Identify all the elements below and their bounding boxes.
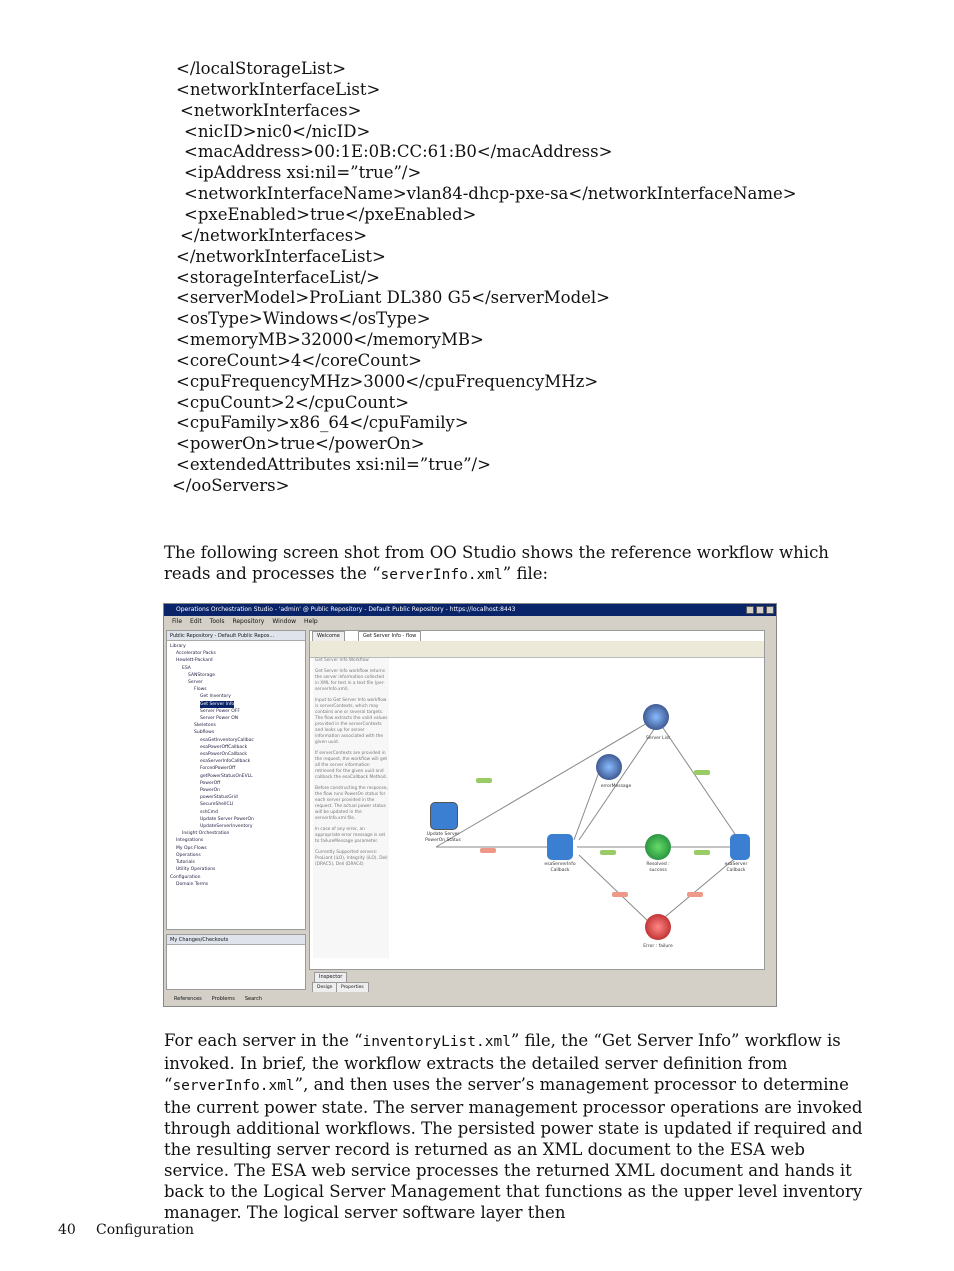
description-paragraph: Currently Supported servers: ProLiant (iLO), Integrity (iLO), Dell (DRAC5), Dell (DRAC4): [315, 850, 388, 867]
tree-item-label: Get Inventory: [200, 694, 231, 700]
tree-item[interactable]: [170, 657, 254, 664]
tree-item[interactable]: [170, 809, 254, 816]
tree-item[interactable]: [170, 859, 254, 866]
checkmark-icon[interactable]: [645, 834, 671, 860]
tree-item[interactable]: [170, 693, 254, 700]
tree-item[interactable]: [170, 823, 254, 830]
tree-item[interactable]: [170, 816, 254, 823]
tree-item-label: Accelerator Packs: [176, 651, 216, 657]
tree-item[interactable]: [170, 773, 254, 780]
menu-item[interactable]: Window: [272, 618, 297, 625]
tree-item-label: Server Power ON: [200, 716, 239, 722]
tree-item[interactable]: [170, 866, 254, 873]
failure-label-icon: [687, 892, 703, 897]
xml-line: <ipAddress xsi:nil=”true”/>: [184, 163, 422, 183]
bottom-tab[interactable]: References: [174, 996, 202, 1002]
tree-item[interactable]: [170, 686, 254, 693]
tree-item[interactable]: [170, 837, 254, 844]
menu-item[interactable]: Repository: [232, 618, 265, 625]
tree-item[interactable]: [170, 679, 254, 686]
tree-item[interactable]: [170, 787, 254, 794]
failure-label-icon: [480, 848, 496, 853]
tree-item-label: Get Server Info: [200, 701, 235, 707]
tab-design[interactable]: Design: [312, 982, 338, 992]
tree-item-label: powerStatusGrid: [200, 795, 238, 801]
tree-item[interactable]: [170, 665, 254, 672]
tree-item-label: Server Power OFF: [200, 708, 240, 714]
tree-item[interactable]: [170, 701, 254, 708]
gear-icon[interactable]: [430, 802, 458, 830]
description-paragraph: Get Server Info workflow returns the server information collected in XML for test in a text file (per-serverInfo.xml).: [315, 669, 385, 692]
repository-tree: [170, 643, 254, 888]
tree-item[interactable]: [170, 722, 254, 729]
inline-code: inventoryList.xml: [362, 1034, 511, 1050]
tree-item-label: Insight Orchestration: [182, 831, 230, 837]
tree-item-label: Flows: [194, 687, 207, 693]
tree-item[interactable]: [170, 830, 254, 837]
xml-line: </networkInterfaceList>: [176, 246, 386, 266]
tree-item[interactable]: [170, 765, 254, 772]
tree-item-label: getPowerStatusOnEVLL: [200, 773, 253, 779]
tree-item-label: esaServerInfoCallback: [200, 759, 251, 765]
tree-item-label: Skeletons: [194, 723, 216, 729]
tree-item-label: PowerOff: [200, 780, 221, 786]
tree-item-label: SecureShellCLI: [200, 802, 234, 808]
tree-item-label: Server: [188, 680, 203, 686]
xml-line: </localStorageList>: [176, 59, 347, 78]
inline-code: serverInfo.xml: [380, 567, 503, 583]
tree-item[interactable]: [170, 881, 254, 888]
editor-toolbar: [310, 641, 764, 658]
footer-section: Configuration: [96, 1222, 195, 1238]
minimize-icon: [746, 606, 754, 614]
inline-code: serverInfo.xml: [172, 1078, 295, 1094]
tree-item-label: Subflows: [194, 730, 215, 736]
tree-item[interactable]: [170, 780, 254, 787]
success-label-icon: [694, 770, 710, 775]
tree-item-label: esaPowerOffCallback: [200, 744, 248, 750]
tree-item-label: ESA: [182, 665, 191, 671]
tree-item-label: esaPowerOnCallback: [200, 752, 247, 758]
maximize-icon: [756, 606, 764, 614]
error-x-icon[interactable]: [645, 914, 671, 940]
description-paragraph: In case of any error, an appropriate error message is set to failureMessage parameter.: [315, 827, 386, 844]
tree-item[interactable]: [170, 650, 254, 657]
tree-item-label: Integrations: [176, 838, 204, 844]
body-paragraph: For each server in the “inventoryList.xml” file, the “Get Server Info” workflow is invoked. In brief, the workflow extracts the detailed server definition from “serverInfo.xml”, and then uses the server’s management processor to determine the current power state. The server management processor operations are invoked through additional workflows. The persisted power state is updated if required and the resulting server record is returned as an XML document to the ESA web service. The ESA web service processes the returned XML document and hands it back to the Logical Server Management that functions as the upper level inventory manager. The logical server software layer then: [164, 1031, 863, 1222]
page-number: 40: [58, 1222, 76, 1238]
xml-line: <osType>Windows</osType>: [176, 309, 431, 329]
repository-pane-header: Public Repository - Default Public Repos...: [167, 631, 305, 641]
bottom-tab[interactable]: Problems: [211, 996, 235, 1002]
intro-paragraph: The following screen shot from OO Studio shows the reference workflow which reads and processes the “serverInfo.xml” file:: [164, 543, 829, 583]
tree-item[interactable]: [170, 744, 254, 751]
tree-item-label: Update Server PowerOn: [200, 816, 254, 822]
menu-item[interactable]: Help: [304, 618, 318, 625]
tree-item-label: SANStorage: [188, 672, 215, 678]
xml-line: <serverModel>ProLiant DL380 G5</serverModel>: [176, 288, 611, 308]
gear-icon[interactable]: [730, 834, 750, 860]
window-titlebar: Operations Orchestration Studio - 'admin' @ Public Repository - Default Public Repository - https://localhost:8443: [164, 604, 776, 616]
bottom-tab-bar: [164, 992, 776, 1006]
tree-item-label: Tutorials: [176, 860, 195, 866]
tree-item[interactable]: [170, 672, 254, 679]
description-paragraph: Before constructing the response, the flow runs PowerOn status for each server provided in the request. The actual power status will be updated in the serverInfo.xml file.: [315, 786, 388, 821]
tree-item-label: Library: [170, 644, 186, 649]
tree-item[interactable]: [170, 801, 254, 808]
close-icon: [766, 606, 774, 614]
xml-line: <extendedAttributes xsi:nil=”true”/>: [176, 455, 491, 475]
failure-label-icon: [612, 892, 628, 897]
oo-studio-screenshot: Operations Orchestration Studio - 'admin' @ Public Repository - Default Public Repository - https://localhost:8443 File Edit Tools Repository Window Help Public Repository - Default Public Repos... Library Accelerator Packs Hewlett-Packard ESA SANStorage Server Flows Get Inventory Get Server Info Server Power OFF Server Power ON Skeletons Subflows esaGetInventoryCallbac esaPowerOffCallback esaPowerOnCallback esaServerInfoCallback ForcedPowerOff getPowerStatusOnEVLL PowerOff PowerOn powerStatusGrid SecureShellCLI sshCmd Update Server PowerOn UpdateServerInventory Insight Orchestration Integrations My Ops Flows Operations Tutorials Utility Operations Configuration Domain Terms My Changes/Checkouts Welcome Get Server Info - flow Get Server Info Workflow Get Server Info workflow returns the server information collected in XML for test in a text file (per-serverInfo.xml). Input to Get Server Info workflow is serverContexts, which may contains one or several targets. The flow extracts the valid values provided in the serverContexts and looks up for server information associated with the given uuid. If serverContexts are provided in the request, the workflow will get all the server information retrieved for the given uuid and callback the esaCallback Method. Before constructing the response, the flow runs PowerOn status for each server provided in the request. The actual power status will be updated in the serverInfo.xml file. In case of any error, an appropriate error message is set to failureMessage parameter. Currently Supported servers: ProLiant (iLO), Integrity (iLO), Dell (DRAC5), Dell (DRAC4) Update Server PowerOn Status Server List errorMessage esaServerInfo Callback Resolved : success Error : failure esaServer Callback Inspector Design Properties References Problems Search: [163, 603, 777, 1007]
xml-line: <storageInterfaceList/>: [176, 267, 381, 287]
gear-icon[interactable]: [547, 834, 573, 860]
tree-item[interactable]: [170, 715, 254, 722]
xml-line: <networkInterfaceList>: [176, 79, 381, 99]
tree-item-label: Configuration: [170, 874, 201, 880]
xml-line: <cpuFamily>x86_64</cpuFamily>: [176, 413, 469, 433]
xml-line: <cpuCount>2</cpuCount>: [176, 392, 410, 412]
xml-line: <networkInterfaces>: [180, 100, 362, 120]
xml-line: <powerOn>true</powerOn>: [176, 434, 425, 454]
menu-bar: [164, 616, 776, 628]
inspector-tab[interactable]: Inspector: [314, 972, 347, 982]
xml-line: <macAddress>00:1E:0B:CC:61:B0</macAddress>: [184, 142, 613, 162]
tree-item[interactable]: [170, 737, 254, 744]
checkouts-pane: [166, 934, 306, 990]
success-label-icon: [600, 850, 616, 855]
tree-item[interactable]: [170, 751, 254, 758]
tab-properties[interactable]: Properties: [336, 982, 369, 992]
flow-description: [313, 658, 389, 958]
globe-icon[interactable]: [596, 754, 622, 780]
tree-item[interactable]: [170, 845, 254, 852]
tree-item[interactable]: [170, 643, 254, 650]
description-paragraph: Input to Get Server Info workflow is serverContexts, which may contains one or several targets. The flow extracts the valid values provided in the serverContexts and looks up for server information associated with the given uuid.: [315, 698, 388, 745]
checkouts-pane-header: My Changes/Checkouts: [167, 935, 305, 945]
xml-line: <pxeEnabled>true</pxeEnabled>: [184, 204, 477, 224]
menu-item[interactable]: File: [172, 618, 183, 625]
menu-item[interactable]: Edit: [190, 618, 202, 625]
tree-item[interactable]: [170, 794, 254, 801]
tree-item-label: ForcedPowerOff: [200, 766, 236, 772]
tree-item-label: Hewlett-Packard: [176, 658, 213, 664]
tree-item[interactable]: [170, 729, 254, 736]
tree-item-label: Operations: [176, 852, 201, 858]
bottom-tab[interactable]: Search: [244, 996, 263, 1002]
description-paragraph: Get Server Info Workflow: [315, 658, 369, 663]
tree-item[interactable]: [170, 852, 254, 859]
description-paragraph: If serverContexts are provided in the request, the workflow will get all the server information retrieved for the given uuid and callback the esaCallback Method.: [315, 751, 388, 780]
tree-item-label: My Ops Flows: [176, 845, 207, 851]
xml-line: <networkInterfaceName>vlan84-dhcp-pxe-sa</networkInterfaceName>: [184, 184, 797, 204]
globe-icon[interactable]: [643, 704, 669, 730]
repository-pane: [166, 630, 306, 930]
tree-item-label: sshCmd: [200, 809, 218, 815]
xml-line: <cpuFrequencyMHz>3000</cpuFrequencyMHz>: [176, 371, 599, 391]
tree-item[interactable]: [170, 874, 254, 881]
success-label-icon: [694, 850, 710, 855]
xml-line: <nicID>nic0</nicID>: [184, 121, 371, 141]
xml-line: <coreCount>4</coreCount>: [176, 350, 422, 370]
tree-item-label: esaGetInventoryCallbac: [200, 737, 254, 743]
xml-line: <memoryMB>32000</memoryMB>: [176, 330, 484, 350]
xml-line: </ooServers>: [172, 476, 290, 495]
tree-item[interactable]: [170, 758, 254, 765]
tree-item-label: Utility Operations: [176, 867, 216, 873]
tree-item-label: Domain Terms: [176, 881, 209, 887]
tree-item-label: UpdateServerInventory: [200, 824, 253, 830]
tree-item-label: PowerOn: [200, 788, 220, 794]
tree-item[interactable]: [170, 708, 254, 715]
menu-item[interactable]: Tools: [209, 618, 225, 625]
tab-welcome[interactable]: Welcome: [312, 631, 345, 641]
success-label-icon: [476, 778, 492, 783]
xml-line: </networkInterfaces>: [180, 225, 368, 245]
tab-get-server-info-flow[interactable]: Get Server Info - flow: [358, 631, 421, 641]
